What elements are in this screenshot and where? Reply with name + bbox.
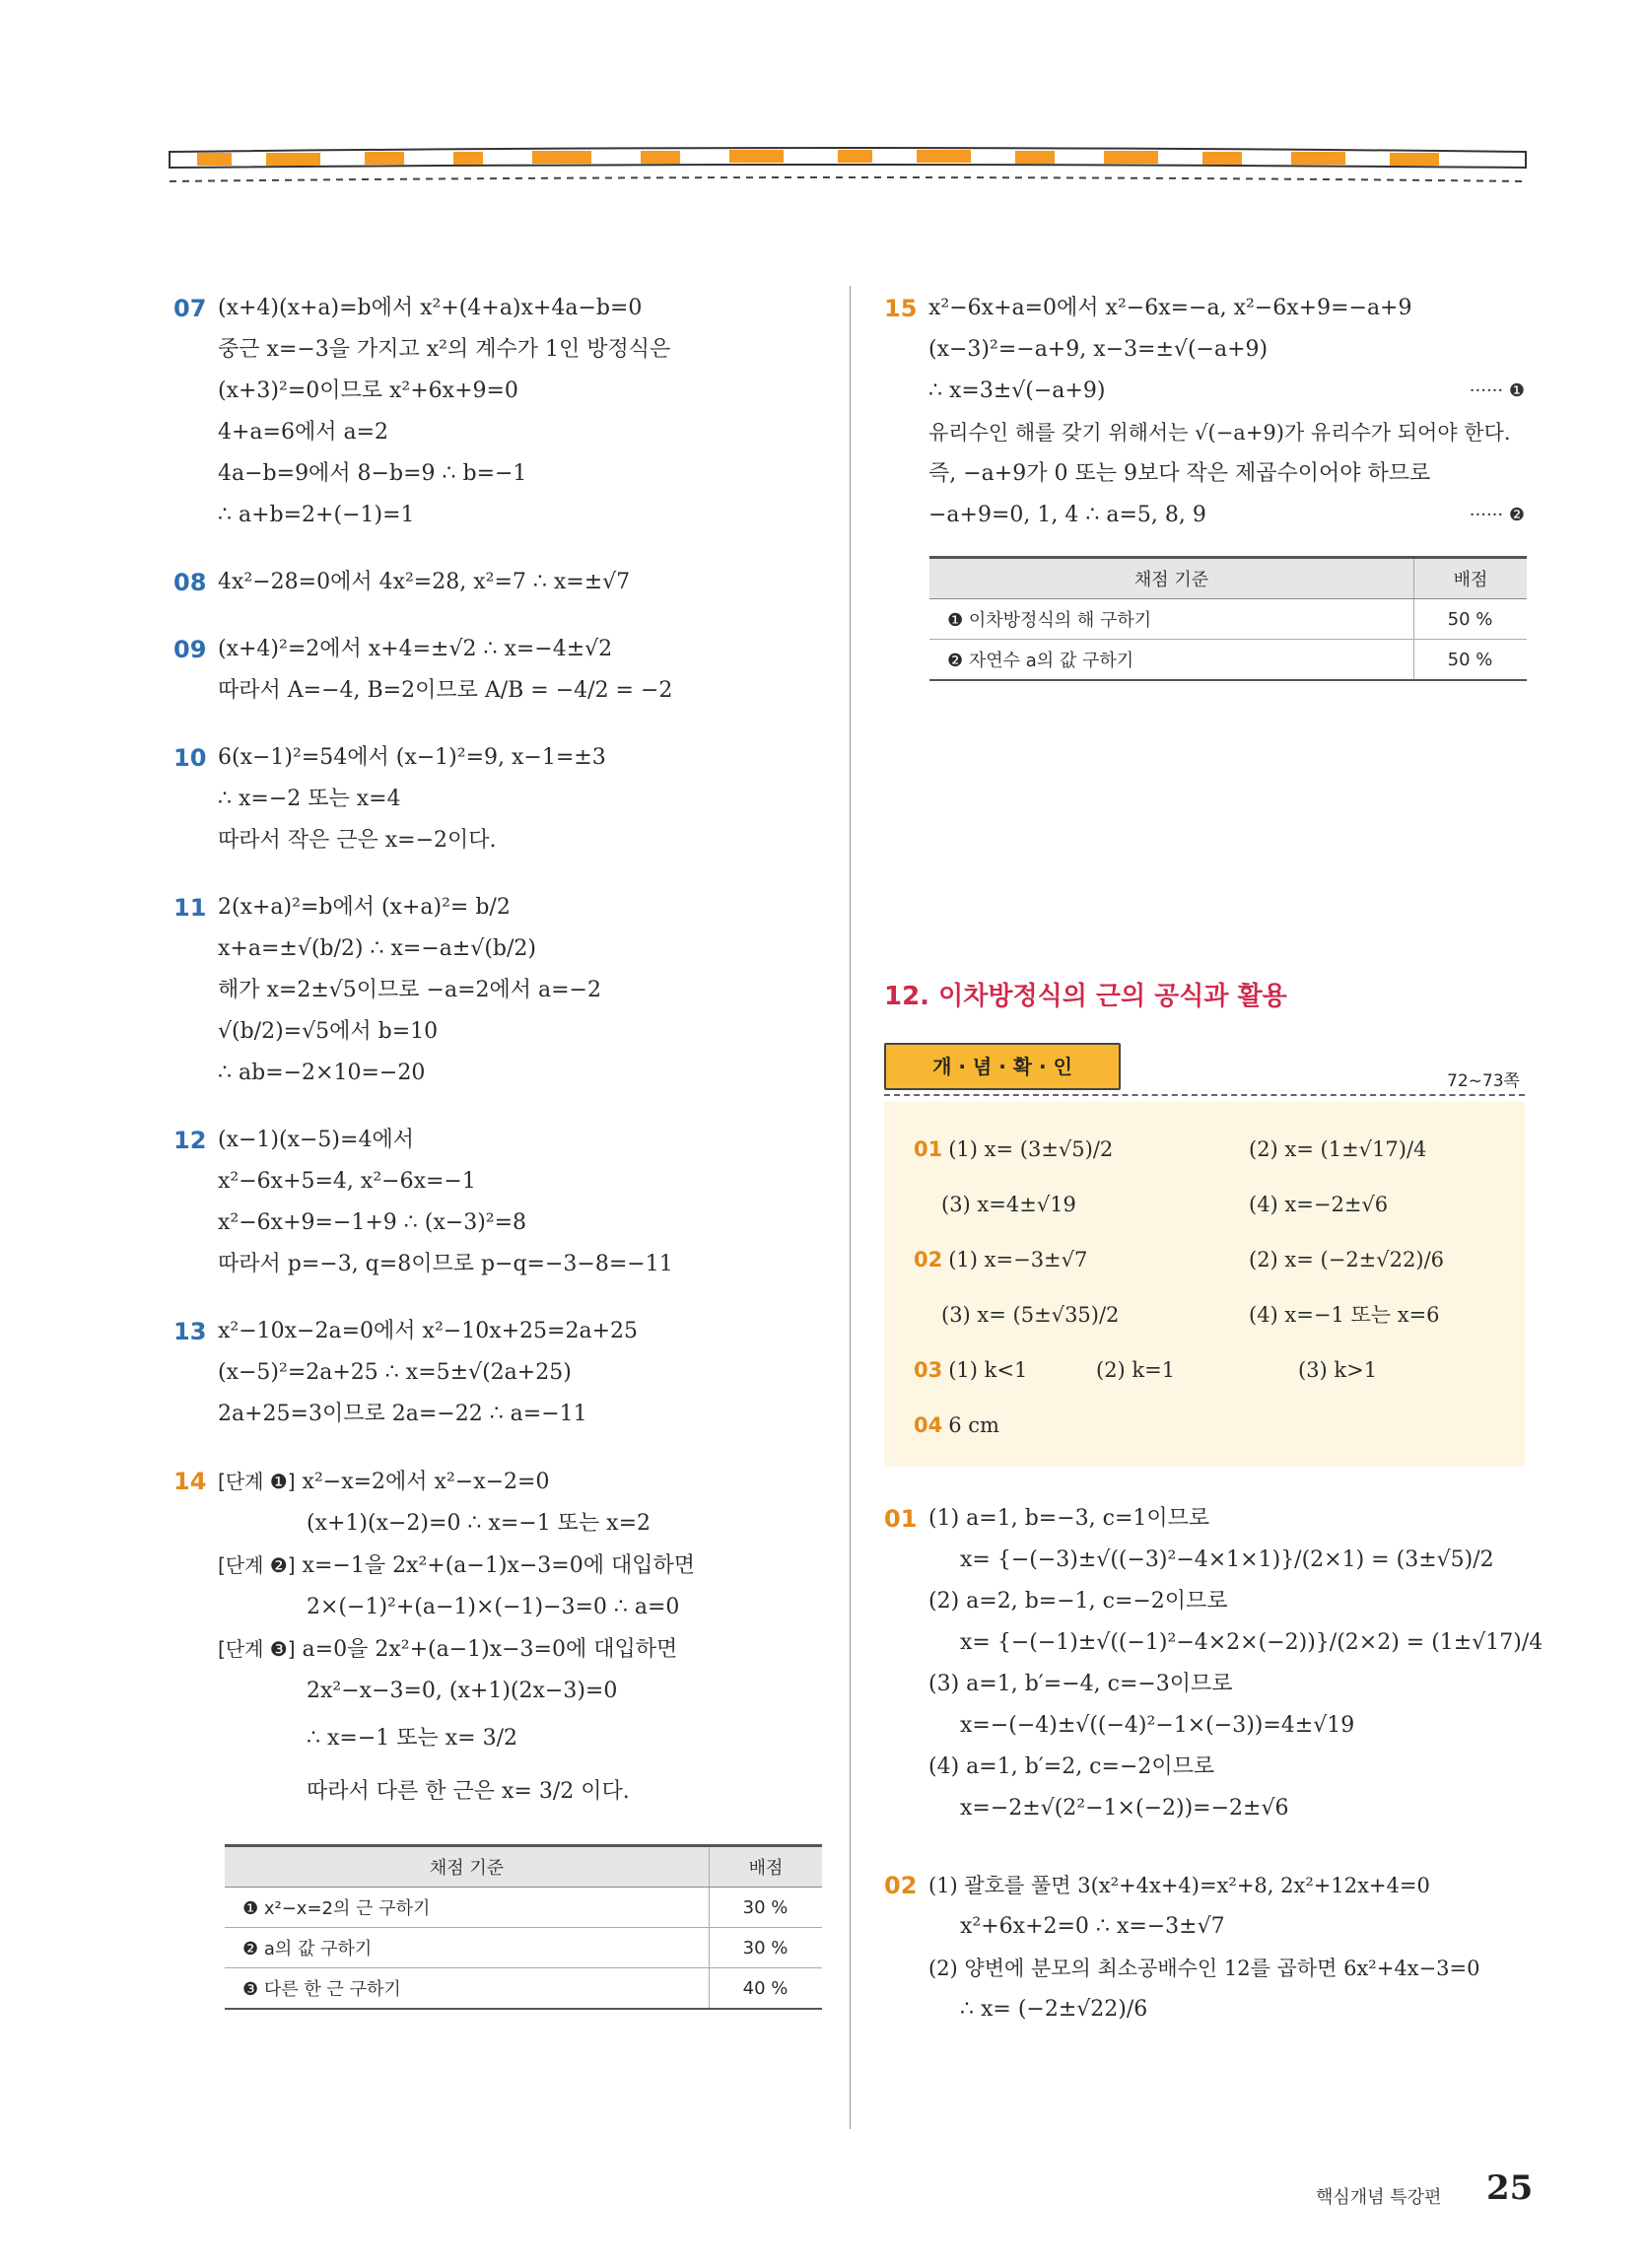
- answer-row: [914, 1398, 1525, 1453]
- problem-14: [173, 1461, 824, 1819]
- answer-text: (1) k<1: [948, 1358, 1028, 1382]
- answer-text: 6 cm: [948, 1413, 999, 1437]
- table-cell: ❶ x²−x=2의 근 구하기: [225, 1888, 710, 1928]
- answer-number: 04: [914, 1413, 943, 1437]
- answer-row: [914, 1122, 1525, 1177]
- solution-line: 2a+25=3이므로 2a=−22 ∴ a=−11: [218, 1402, 587, 1426]
- page-number: 25: [1486, 2168, 1534, 2208]
- solution-line: x²−6x+9=−1+9 ∴ (x−3)²=8: [218, 1210, 527, 1235]
- solution-line: (3) a=1, b′=−4, c=−3이므로: [928, 1672, 1233, 1696]
- answer-row: [914, 1232, 1525, 1287]
- solution-text: x=−1을 2x²+(a−1)x−3=0에 대입하면: [302, 1553, 695, 1578]
- problem-13: [173, 1311, 824, 1435]
- table-cell: 50 %: [1414, 640, 1528, 681]
- solution-line: (x−3)²=−a+9, x−3=±√(−a+9): [928, 337, 1269, 362]
- solution-text: ∴ x=3±√(−a+9): [928, 378, 1106, 403]
- answer-number: 02: [914, 1248, 943, 1271]
- solution-01: [884, 1498, 1544, 1829]
- solution-line: (x+1)(x−2)=0 ∴ x=−1 또는 x=2: [307, 1511, 652, 1536]
- problem-number: 12: [173, 1127, 207, 1154]
- solution-line: 따라서 작은 근은 x=−2이다.: [218, 828, 497, 853]
- answer-text: (4) x=−1 또는 x=6: [1249, 1303, 1440, 1327]
- problem-08: [173, 562, 824, 603]
- solution-line: 4+a=6에서 a=2: [218, 420, 389, 445]
- solution-line: (x+3)²=0이므로 x²+6x+9=0: [218, 378, 518, 403]
- problem-number: 02: [884, 1872, 918, 1899]
- answer-text: (3) x= (5±√35)/2: [941, 1303, 1120, 1327]
- solution-line: 2x²−x−3=0, (x+1)(2x−3)=0: [307, 1679, 618, 1703]
- answer-text: (4) x=−2±√6: [1249, 1193, 1389, 1216]
- problem-number: 09: [173, 636, 207, 663]
- solution-line: ∴ ab=−2×10=−20: [218, 1061, 426, 1085]
- solution-line: x²+6x+2=0 ∴ x=−3±√7: [960, 1914, 1225, 1939]
- step-label: [단계 ❷]: [218, 1553, 296, 1577]
- solution-text: −a+9=0, 1, 4 ∴ a=5, 8, 9: [928, 503, 1206, 527]
- solution-line: 해가 x=2±√5이므로 −a=2에서 a=−2: [218, 978, 601, 1002]
- solution-line: x²−10x−2a=0에서 x²−10x+25=2a+25: [218, 1319, 639, 1343]
- answer-text: (3) x=4±√19: [941, 1193, 1076, 1216]
- solution-line: 6(x−1)²=54에서 (x−1)²=9, x−1=±3: [218, 745, 606, 770]
- concept-answer-box: [884, 1102, 1525, 1467]
- solution-line: ∴ x=−1 또는 x= 3/2: [307, 1726, 517, 1751]
- solution-text: x²−x=2에서 x²−x−2=0: [302, 1470, 550, 1494]
- problem-15: [884, 288, 1525, 536]
- left-column: [173, 288, 824, 2010]
- dashed-divider: [884, 1094, 1525, 1096]
- scoring-table-14: [225, 1844, 822, 2010]
- concept-check-tab: 개 · 념 · 확 · 인: [884, 1043, 1121, 1090]
- solution-line: 따라서 p=−3, q=8이므로 p−q=−3−8=−11: [218, 1252, 673, 1276]
- solution-line: 4x²−28=0에서 4x²=28, x²=7 ∴ x=±√7: [218, 570, 631, 594]
- table-cell: 30 %: [710, 1928, 823, 1968]
- table-cell: ❷ a의 값 구하기: [225, 1928, 710, 1968]
- scoring-table-15: [929, 556, 1527, 681]
- problem-11: [173, 887, 824, 1094]
- answer-text: (1) x=−3±√7: [948, 1248, 1088, 1271]
- problem-10: [173, 737, 824, 861]
- solution-line: 2(x+a)²=b에서 (x+a)²= b/2: [218, 895, 511, 920]
- right-column-bottom: [884, 1498, 1544, 2056]
- solution-line: 2×(−1)²+(a−1)×(−1)−3=0 ∴ a=0: [307, 1595, 680, 1619]
- solution-line: x= {−(−3)±√((−3)²−4×1×1)}/(2×1) = (3±√5)/2: [960, 1547, 1494, 1572]
- answer-text: (2) x= (−2±√22)/6: [1249, 1248, 1445, 1271]
- column-divider: [850, 286, 851, 2129]
- solution-line: (2) a=2, b=−1, c=−2이므로: [928, 1589, 1228, 1614]
- solution-line: 따라서 A=−4, B=2이므로 A/B = −4/2 = −2: [218, 678, 673, 703]
- problem-number: 15: [884, 295, 918, 322]
- solution-line: ∴ a+b=2+(−1)=1: [218, 503, 415, 527]
- problem-number: 01: [884, 1505, 918, 1533]
- solution-line: (1) a=1, b=−3, c=1이므로: [928, 1506, 1210, 1531]
- solution-line: (1) 괄호를 풀면 3(x²+4x+4)=x²+8, 2x²+12x+4=0: [928, 1874, 1430, 1897]
- problem-number: 13: [173, 1318, 207, 1345]
- right-column-top: [884, 288, 1525, 681]
- table-header: 채점 기준: [225, 1846, 710, 1888]
- answer-number: 01: [914, 1137, 943, 1161]
- solution-line: (x−5)²=2a+25 ∴ x=5±√(2a+25): [218, 1360, 572, 1385]
- book-section-label: 핵심개념 특강편: [1316, 2187, 1442, 2208]
- solution-line: x+a=±√(b/2) ∴ x=−a±√(b/2): [218, 936, 536, 961]
- table-header: 채점 기준: [929, 558, 1414, 599]
- table-cell: 30 %: [710, 1888, 823, 1928]
- table-cell: ❸ 다른 한 근 구하기: [225, 1968, 710, 2010]
- table-header: 배점: [1414, 558, 1528, 599]
- solution-line: √(b/2)=√5에서 b=10: [218, 1019, 439, 1044]
- solution-line: x²−6x+5=4, x²−6x=−1: [218, 1169, 476, 1194]
- solution-line: (4) a=1, b′=2, c=−2이므로: [928, 1754, 1215, 1779]
- answer-row: [914, 1287, 1525, 1342]
- solution-line: 중근 x=−3을 가지고 x²의 계수가 1인 방정식은: [218, 337, 671, 362]
- solution-line: 따라서 다른 한 근은 x= 3/2 이다.: [307, 1779, 630, 1804]
- solution-line: x²−6x+a=0에서 x²−6x=−a, x²−6x+9=−a+9: [928, 296, 1412, 320]
- solution-line: 유리수인 해를 갖기 위해서는 √(−a+9)가 유리수가 되어야 한다.: [928, 421, 1511, 445]
- answer-text: (1) x= (3±√5)/2: [948, 1137, 1114, 1161]
- answer-text: (2) k=1: [1096, 1358, 1176, 1382]
- step-label: [단계 ❶]: [218, 1470, 296, 1493]
- step-marker: ······ ❶: [1469, 380, 1525, 401]
- problem-09: [173, 629, 824, 712]
- solution-line: ∴ x=−2 또는 x=4: [218, 787, 401, 811]
- solution-line: 즉, −a+9가 0 또는 9보다 작은 제곱수이어야 하므로: [928, 461, 1431, 486]
- table-header: 배점: [710, 1846, 823, 1888]
- table-cell: ❶ 이차방정식의 해 구하기: [929, 599, 1414, 640]
- problem-number: 11: [173, 894, 207, 922]
- solution-line: ∴ x= (−2±√22)/6: [960, 1997, 1148, 2022]
- solution-line: x=−(−4)±√((−4)²−1×(−3))=4±√19: [960, 1713, 1355, 1738]
- problem-07: [173, 288, 824, 536]
- answer-row: [914, 1177, 1525, 1232]
- solution-line: (x+4)(x+a)=b에서 x²+(4+a)x+4a−b=0: [218, 296, 643, 320]
- top-decoration: [168, 138, 1528, 195]
- solution-line: x= {−(−1)±√((−1)²−4×2×(−2))}/(2×2) = (1±√17)/4: [960, 1630, 1544, 1655]
- solution-line: (2) 양변에 분모의 최소공배수인 12를 곱하면 6x²+4x−3=0: [928, 1957, 1480, 1980]
- answer-row: [914, 1342, 1525, 1398]
- problem-12: [173, 1120, 824, 1285]
- answer-number: 03: [914, 1358, 943, 1382]
- solution-text: a=0을 2x²+(a−1)x−3=0에 대입하면: [302, 1637, 678, 1662]
- step-marker: ······ ❷: [1469, 505, 1525, 525]
- solution-line: 4a−b=9에서 8−b=9 ∴ b=−1: [218, 461, 527, 486]
- solution-line: (x+4)²=2에서 x+4=±√2 ∴ x=−4±√2: [218, 637, 613, 661]
- problem-number: 08: [173, 569, 207, 596]
- answer-text: (2) x= (1±√17)/4: [1249, 1137, 1427, 1161]
- page-reference: 72~73쪽: [1447, 1071, 1520, 1091]
- section-title: 12. 이차방정식의 근의 공식과 활용: [884, 982, 1287, 1011]
- solution-line: (x−1)(x−5)=4에서: [218, 1128, 414, 1152]
- problem-number: 10: [173, 744, 207, 772]
- step-label: [단계 ❸]: [218, 1637, 296, 1661]
- table-cell: 50 %: [1414, 599, 1528, 640]
- solution-line: x=−2±√(2²−1×(−2))=−2±√6: [960, 1796, 1289, 1821]
- table-cell: 40 %: [710, 1968, 823, 2010]
- table-cell: ❷ 자연수 a의 값 구하기: [929, 640, 1414, 681]
- problem-number: 14: [173, 1468, 207, 1495]
- answer-text: (3) k>1: [1298, 1358, 1378, 1382]
- problem-number: 07: [173, 295, 207, 322]
- solution-02: [884, 1865, 1525, 2030]
